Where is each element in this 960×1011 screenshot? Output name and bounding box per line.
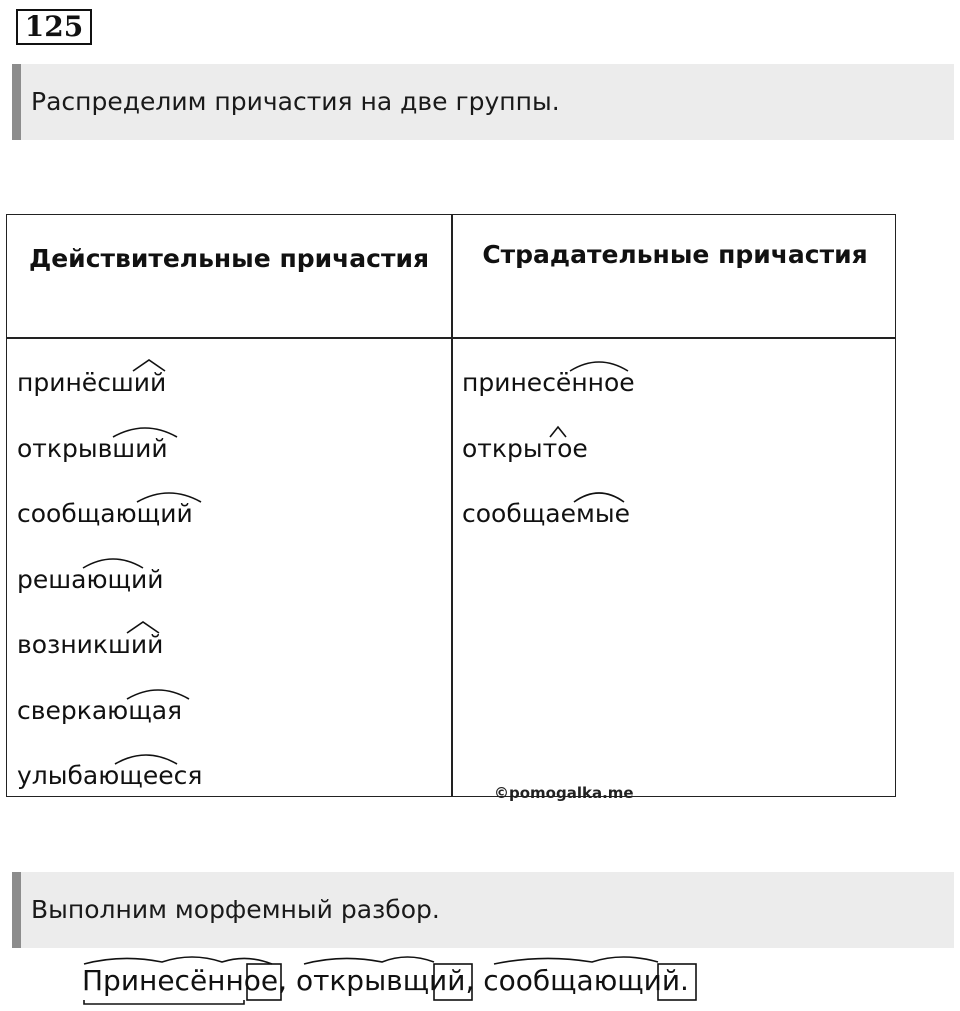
header-passive-participles: Страдательные причастия <box>482 240 868 269</box>
word-text: открывший <box>17 433 168 463</box>
word-text: сообщаемые <box>462 499 630 528</box>
word-text: открытое <box>462 433 588 463</box>
morpheme-marks-icon <box>82 956 702 1008</box>
list-item <box>17 619 202 685</box>
word-text: решающий <box>17 564 164 594</box>
word-text: принёсший <box>17 368 167 397</box>
list-item <box>462 488 635 554</box>
word-text: сверкающая <box>17 695 183 725</box>
exercise-number: 125 <box>16 9 92 45</box>
list-item <box>17 554 202 620</box>
list-item <box>462 423 635 489</box>
morphemic-analysis-line <box>82 956 689 1006</box>
header-divider <box>7 337 895 339</box>
morphemic-text: Принесённое, открывщий, сообщающий. <box>82 964 689 997</box>
list-item <box>17 423 202 489</box>
header-active-participles: Действительные причастия <box>28 244 430 273</box>
word-text: принесённое <box>462 368 635 397</box>
word-text: возникший <box>17 630 164 659</box>
word-text: улыбающееся <box>17 761 203 790</box>
suffix-arc-icon <box>109 423 181 439</box>
active-participles-column <box>17 357 202 816</box>
suffix-arc-icon <box>129 357 169 373</box>
suffix-arc-icon <box>546 423 570 439</box>
suffix-arc-icon <box>123 619 163 635</box>
suffix-arc-icon <box>133 488 205 504</box>
list-item <box>17 357 202 423</box>
suffix-arc-icon <box>566 357 632 373</box>
list-item <box>17 685 202 751</box>
watermark: ©pomogalka.me <box>494 784 634 802</box>
column-divider <box>451 215 453 796</box>
suffix-arc-icon <box>570 488 628 504</box>
passive-participles-column <box>462 357 635 554</box>
list-item <box>17 488 202 554</box>
step-instruction-distribute <box>12 64 954 140</box>
suffix-arc-icon <box>111 750 181 766</box>
word-text: сообщающий <box>17 499 193 528</box>
suffix-arc-icon <box>123 685 193 701</box>
list-item <box>462 357 635 423</box>
step-instruction-text: Распределим причастия на две группы. <box>31 87 560 116</box>
step-instruction-morphemic <box>12 872 954 948</box>
list-item <box>17 750 202 816</box>
suffix-arc-icon <box>79 554 147 570</box>
step-instruction-text: Выполним морфемный разбор. <box>31 895 440 924</box>
participles-table <box>6 214 896 797</box>
